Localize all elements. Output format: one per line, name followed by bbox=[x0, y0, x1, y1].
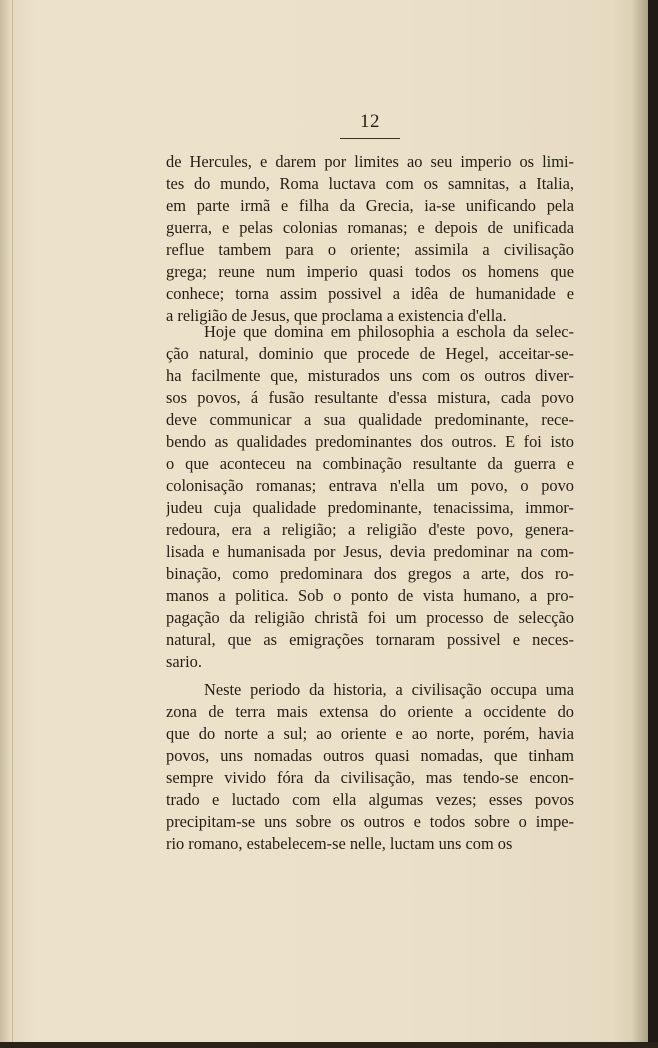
text-line: binação, como predominara dos gregos a arte, dos ro- bbox=[166, 564, 574, 583]
text-line: pagação da religião christã foi um processo de selecção bbox=[166, 608, 574, 627]
text-line: povos, uns nomadas outros quasi nomadas, que tinham bbox=[166, 746, 574, 765]
text-line: reflue tambem para o oriente; assimila a civilisação bbox=[166, 240, 574, 259]
text-line: precipitam-se uns sobre os outros e todos sobre o impe- bbox=[166, 812, 574, 831]
text-line: bendo as qualidades predominantes dos outros. E foi isto bbox=[166, 432, 574, 451]
text-line: deve communicar a sua qualidade predominante, rece- bbox=[166, 410, 574, 429]
right-page-shadow bbox=[632, 0, 648, 1048]
right-dark-margin bbox=[648, 0, 658, 1048]
text-line: conhece; torna assim possivel a idêa de humanidade e bbox=[166, 284, 574, 303]
text-line: de Hercules, e darem por limites ao seu imperio os limi- bbox=[166, 152, 574, 171]
text-line: lisada e humanisada por Jesus, devia predominar na com- bbox=[166, 542, 574, 561]
text-line: redoura, era a religião; a religião d'este povo, genera- bbox=[166, 520, 574, 539]
binding-line bbox=[12, 0, 13, 1048]
text-line: guerra, e pelas colonias romanas; e depois de unificada bbox=[166, 218, 574, 237]
text-line: rio romano, estabelecem-se nelle, luctam uns com os bbox=[166, 834, 513, 853]
bottom-dark-margin bbox=[0, 1042, 658, 1048]
text-line: o que aconteceu na combinação resultante da guerra e bbox=[166, 454, 574, 473]
text-line: grega; reune num imperio quasi todos os homens que bbox=[166, 262, 574, 281]
text-line: judeu cuja qualidade predominante, tenacissima, immor- bbox=[166, 498, 574, 517]
text-line: tes do mundo, Roma luctava com os samnitas, a Italia, bbox=[166, 174, 574, 193]
paragraph-1 bbox=[166, 151, 574, 327]
text-line: colonisação romanas; entrava n'ella um povo, o povo bbox=[166, 476, 574, 495]
page-number-rule bbox=[340, 138, 400, 139]
text-line: ha facilmente que, misturados uns com os outros diver- bbox=[166, 366, 574, 385]
text-line: Hoje que domina em philosophia a eschola da selec- bbox=[204, 322, 574, 341]
text-line: zona de terra mais extensa do oriente a occidente do bbox=[166, 702, 574, 721]
text-line: manos a politica. Sob o ponto de vista humano, a pro- bbox=[166, 586, 574, 605]
left-page-edge bbox=[0, 0, 10, 1048]
page-number: 12 bbox=[360, 111, 380, 132]
text-line: em parte irmã e filha da Grecia, ia-se unificando pela bbox=[166, 196, 574, 215]
text-line: sos povos, á fusão resultante d'essa mistura, cada povo bbox=[166, 388, 574, 407]
text-line: ção natural, dominio que procede de Hegel, acceitar-se- bbox=[166, 344, 574, 363]
text-line: natural, que as emigrações tornaram possivel e neces- bbox=[166, 630, 574, 649]
paragraph-3 bbox=[166, 679, 574, 855]
paragraph-2 bbox=[166, 321, 574, 673]
text-line: a religião de Jesus, que proclama a existencia d'ella. bbox=[166, 306, 507, 325]
text-line: sempre vivido fóra da civilisação, mas tendo-se encon- bbox=[166, 768, 574, 787]
text-line: Neste periodo da historia, a civilisação occupa uma bbox=[204, 680, 574, 699]
text-line: sario. bbox=[166, 652, 202, 671]
text-line: trado e luctado com ella algumas vezes; esses povos bbox=[166, 790, 574, 809]
text-line: que do norte a sul; ao oriente e ao norte, porém, havia bbox=[166, 724, 574, 743]
